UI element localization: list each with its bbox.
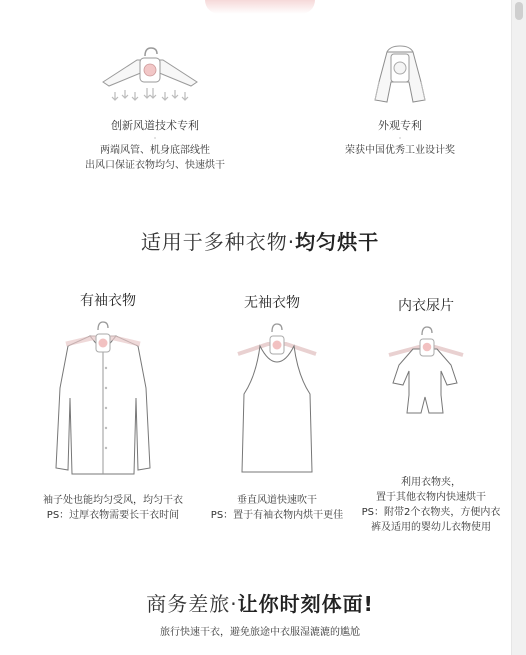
scrollbar[interactable]: [511, 0, 526, 655]
feature-dot: ·: [398, 134, 402, 143]
footer-text: 旅行快速干衣，避免旅途中衣服湿漉漉的尴尬: [160, 627, 360, 638]
desc-line: PS：过厚衣物需要长干衣时间: [46, 510, 180, 521]
scrollbar-thumb[interactable]: [515, 2, 523, 20]
headline-light: 商务差旅·: [146, 592, 238, 616]
garment-title-sleeveless: 无袖衣物: [244, 295, 300, 311]
feature-patent-design: [320, 118, 480, 158]
desc-line: 裤及适用的婴幼儿衣物使用: [371, 522, 491, 533]
feature-title: 外观专利: [378, 119, 422, 132]
hanger-airflow-icon: [95, 42, 205, 110]
top-decoration: [205, 0, 315, 14]
feature-line: 两端风管、机身底部线性: [100, 145, 210, 156]
headline-bold: 让你时刻体面!: [237, 592, 374, 616]
garment-desc-sleeveless: [204, 493, 350, 523]
shirt-illustration: [38, 318, 168, 480]
desc-line: 垂直风道快速吹干: [237, 495, 317, 506]
feature-dot: ·: [153, 134, 157, 143]
headline-business-travel: [80, 588, 440, 617]
garment-title-sleeved: 有袖衣物: [80, 293, 136, 309]
garment-title-underwear: 内衣尿片: [398, 298, 454, 314]
baby-romper-illustration: [385, 325, 465, 417]
dryer-device-icon: [365, 42, 435, 107]
tank-top-illustration: [232, 322, 322, 477]
desc-line: 袖子处也能均匀受风，均匀干衣: [43, 495, 183, 506]
desc-line: PS：附带2个衣物夹，方便内衣: [361, 507, 501, 518]
desc-line: PS：置于有袖衣物内烘干更佳: [210, 510, 344, 521]
feature-line: 出风口保证衣物均匀、快速烘干: [85, 160, 225, 171]
garment-desc-sleeved: [24, 493, 202, 523]
garment-desc-underwear: [356, 475, 506, 535]
headline-light: 适用于多种衣物·: [140, 230, 296, 254]
feature-title: 创新风道技术专利: [111, 119, 199, 132]
feature-patent-airflow: [60, 118, 250, 173]
headline-bold: 均匀烘干: [295, 230, 380, 254]
headline-even-drying: [60, 226, 460, 255]
desc-line: 置于其他衣物内快速烘干: [376, 492, 486, 503]
feature-line: 荣获中国优秀工业设计奖: [345, 145, 455, 156]
desc-line: 利用衣物夹，: [401, 477, 461, 488]
